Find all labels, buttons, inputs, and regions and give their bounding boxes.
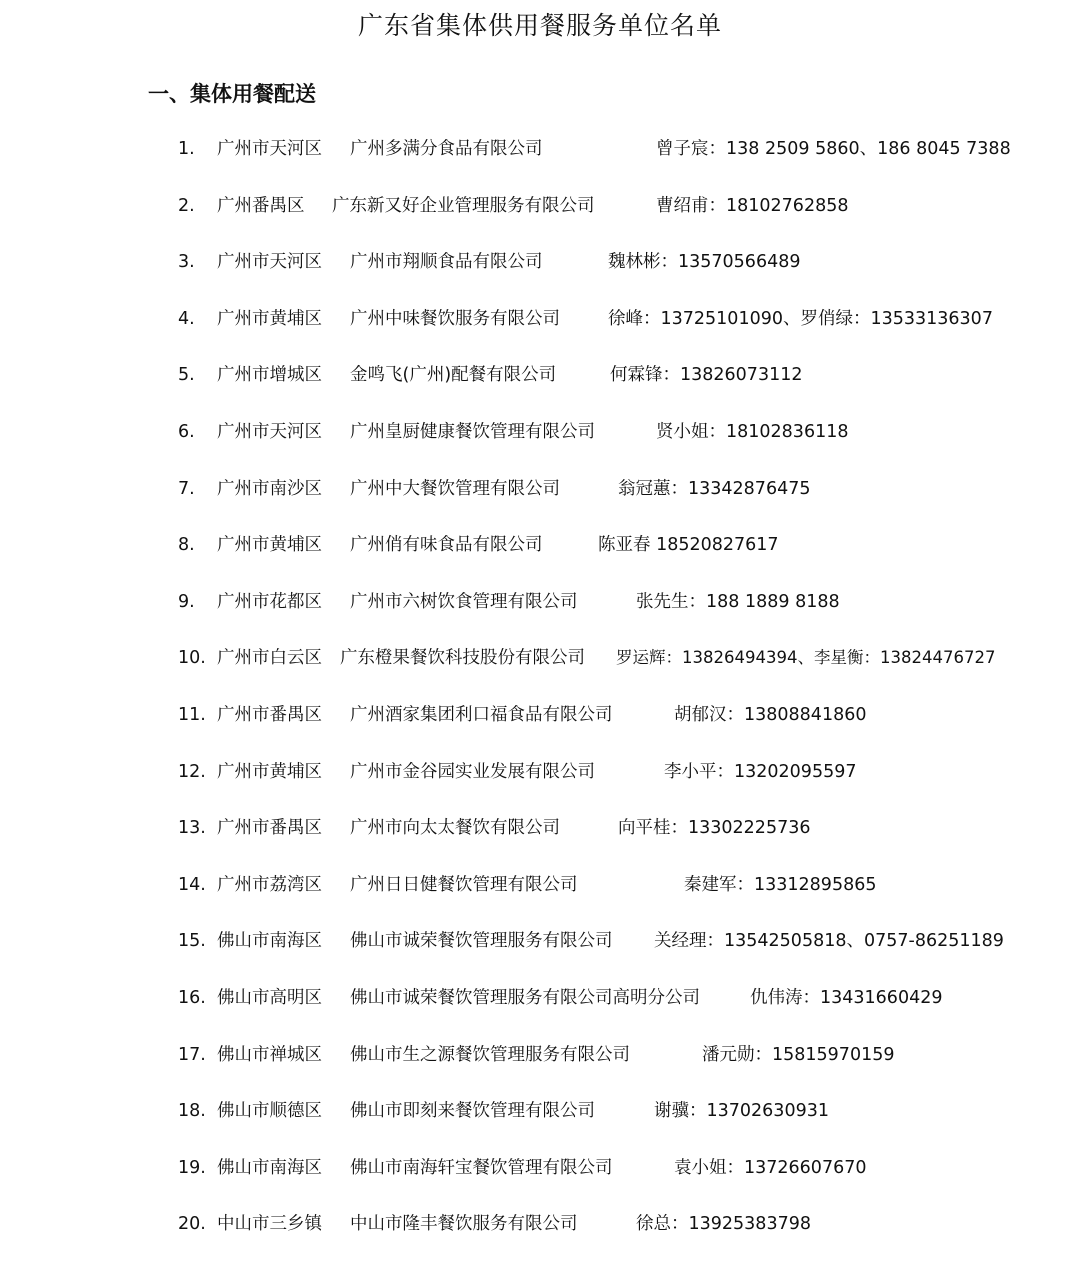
entry-district: 佛山市顺德区 bbox=[217, 1101, 322, 1122]
entry-contact: 潘元勋：15815970159 bbox=[702, 1044, 895, 1065]
entry-number: 8. bbox=[178, 535, 195, 556]
entry-contact: 徐总：13925383798 bbox=[636, 1214, 811, 1235]
entry-company: 佛山市生之源餐饮管理服务有限公司 bbox=[350, 1044, 630, 1065]
entry-contact: 向平桂：13302225736 bbox=[618, 818, 811, 839]
entry-company: 中山市隆丰餐饮服务有限公司 bbox=[350, 1214, 578, 1235]
entry-number: 17. bbox=[178, 1044, 206, 1065]
entry-company: 广州市六树饮食管理有限公司 bbox=[350, 591, 578, 612]
entry-contact: 谢骥：13702630931 bbox=[654, 1101, 829, 1122]
entry-contact: 贤小姐：18102836118 bbox=[656, 421, 849, 442]
entry-contact: 徐峰：13725101090、罗俏绿：13533136307 bbox=[608, 308, 993, 329]
entry-district: 广州市番禺区 bbox=[217, 818, 322, 839]
entry-company: 广州皇厨健康餐饮管理有限公司 bbox=[350, 421, 595, 442]
document-title: 广东省集体供用餐服务单位名单 bbox=[357, 11, 722, 40]
entry-contact: 陈亚春 18520827617 bbox=[598, 535, 779, 556]
entry-company: 佛山市诚荣餐饮管理服务有限公司高明分公司 bbox=[350, 987, 700, 1008]
entry-contact: 胡郁汉：13808841860 bbox=[674, 704, 867, 725]
list-item bbox=[0, 532, 1080, 589]
entry-contact: 仇伟涛：13431660429 bbox=[750, 987, 943, 1008]
entry-company: 金鸣飞(广州)配餐有限公司 bbox=[350, 365, 557, 386]
entry-company: 广州日日健餐饮管理有限公司 bbox=[350, 874, 578, 895]
entry-number: 4. bbox=[178, 308, 195, 329]
entry-company: 广州多满分食品有限公司 bbox=[350, 139, 543, 159]
entry-contact: 何霖锋：13826073112 bbox=[610, 365, 803, 386]
entry-number: 3. bbox=[178, 252, 195, 273]
entry-district: 广州市黄埔区 bbox=[217, 308, 322, 329]
entry-district: 广州市天河区 bbox=[217, 139, 322, 159]
entry-number: 6. bbox=[178, 421, 195, 442]
list-item bbox=[0, 136, 1080, 193]
entry-number: 12. bbox=[178, 761, 206, 782]
list-item bbox=[0, 872, 1080, 929]
entry-company: 广东橙果餐饮科技股份有限公司 bbox=[340, 648, 585, 669]
entry-company: 广州俏有味食品有限公司 bbox=[350, 535, 543, 556]
entry-number: 9. bbox=[178, 591, 195, 612]
entry-contact: 翁冠蕙：13342876475 bbox=[618, 478, 811, 499]
entry-contact: 关经理：13542505818、0757-86251189 bbox=[654, 931, 1004, 952]
entry-number: 19. bbox=[178, 1157, 206, 1178]
entry-number: 7. bbox=[178, 478, 195, 499]
entry-company: 广东新又好企业管理服务有限公司 bbox=[332, 195, 595, 216]
entry-company: 广州市金谷园实业发展有限公司 bbox=[350, 761, 595, 782]
entry-company: 广州市向太太餐饮有限公司 bbox=[350, 818, 560, 839]
entry-number: 20. bbox=[178, 1214, 206, 1235]
entry-number: 11. bbox=[178, 704, 206, 725]
entry-number: 2. bbox=[178, 195, 195, 216]
entry-number: 10. bbox=[178, 648, 206, 669]
entry-number: 14. bbox=[178, 874, 206, 895]
entry-company: 广州中味餐饮服务有限公司 bbox=[350, 308, 560, 329]
entry-company: 广州市翔顺食品有限公司 bbox=[350, 252, 543, 273]
list-item bbox=[0, 476, 1080, 533]
list-item bbox=[0, 1042, 1080, 1099]
entry-district: 广州市白云区 bbox=[217, 648, 322, 669]
entry-contact: 曾子宸：138 2509 5860、186 8045 7388 bbox=[656, 139, 1011, 159]
entry-district: 广州市花都区 bbox=[217, 591, 322, 612]
entry-district: 广州市番禺区 bbox=[217, 704, 322, 725]
list-item bbox=[0, 702, 1080, 759]
entry-contact: 张先生：188 1889 8188 bbox=[636, 591, 840, 612]
list-item bbox=[0, 815, 1080, 872]
entry-district: 中山市三乡镇 bbox=[217, 1214, 322, 1235]
entry-district: 广州市天河区 bbox=[217, 421, 322, 442]
entry-company: 佛山市即刻来餐饮管理有限公司 bbox=[350, 1101, 595, 1122]
entry-contact: 罗运辉：13826494394、李星衡：13824476727 bbox=[616, 648, 996, 668]
list-item bbox=[0, 1155, 1080, 1212]
entry-district: 广州市天河区 bbox=[217, 252, 322, 273]
entry-district: 佛山市高明区 bbox=[217, 987, 322, 1008]
entry-district: 广州市增城区 bbox=[217, 365, 322, 386]
entry-number: 18. bbox=[178, 1101, 206, 1122]
list-item bbox=[0, 645, 1080, 702]
entry-district: 广州市荔湾区 bbox=[217, 874, 322, 895]
entry-district: 佛山市南海区 bbox=[217, 931, 322, 952]
entry-company: 佛山市南海轩宝餐饮管理有限公司 bbox=[350, 1157, 613, 1178]
list-item bbox=[0, 249, 1080, 306]
entry-company: 广州中大餐饮管理有限公司 bbox=[350, 478, 560, 499]
list-item bbox=[0, 759, 1080, 816]
entry-district: 佛山市禅城区 bbox=[217, 1044, 322, 1065]
list-item bbox=[0, 1098, 1080, 1155]
entry-contact: 曹绍甫：18102762858 bbox=[656, 195, 849, 216]
list-item bbox=[0, 1211, 1080, 1268]
entry-contact: 袁小姐：13726607670 bbox=[674, 1157, 867, 1178]
list-item bbox=[0, 362, 1080, 419]
entry-district: 佛山市南海区 bbox=[217, 1157, 322, 1178]
entry-number: 1. bbox=[178, 139, 195, 159]
entry-district: 广州市南沙区 bbox=[217, 478, 322, 499]
list-item bbox=[0, 928, 1080, 985]
entry-company: 广州酒家集团利口福食品有限公司 bbox=[350, 704, 613, 725]
entry-contact: 秦建军：13312895865 bbox=[684, 874, 877, 895]
entry-contact: 李小平：13202095597 bbox=[664, 761, 857, 782]
section-heading: 一、集体用餐配送 bbox=[148, 82, 316, 106]
entry-list bbox=[0, 136, 1080, 1268]
list-item bbox=[0, 306, 1080, 363]
entry-number: 13. bbox=[178, 818, 206, 839]
entry-company: 佛山市诚荣餐饮管理服务有限公司 bbox=[350, 931, 613, 952]
entry-number: 16. bbox=[178, 987, 206, 1008]
list-item bbox=[0, 193, 1080, 250]
entry-district: 广州市黄埔区 bbox=[217, 535, 322, 556]
entry-number: 5. bbox=[178, 365, 195, 386]
entry-number: 15. bbox=[178, 931, 206, 952]
list-item bbox=[0, 589, 1080, 646]
entry-contact: 魏林彬：13570566489 bbox=[608, 252, 801, 273]
list-item bbox=[0, 985, 1080, 1042]
list-item bbox=[0, 419, 1080, 476]
entry-district: 广州市黄埔区 bbox=[217, 761, 322, 782]
entry-district: 广州番禺区 bbox=[217, 195, 305, 216]
